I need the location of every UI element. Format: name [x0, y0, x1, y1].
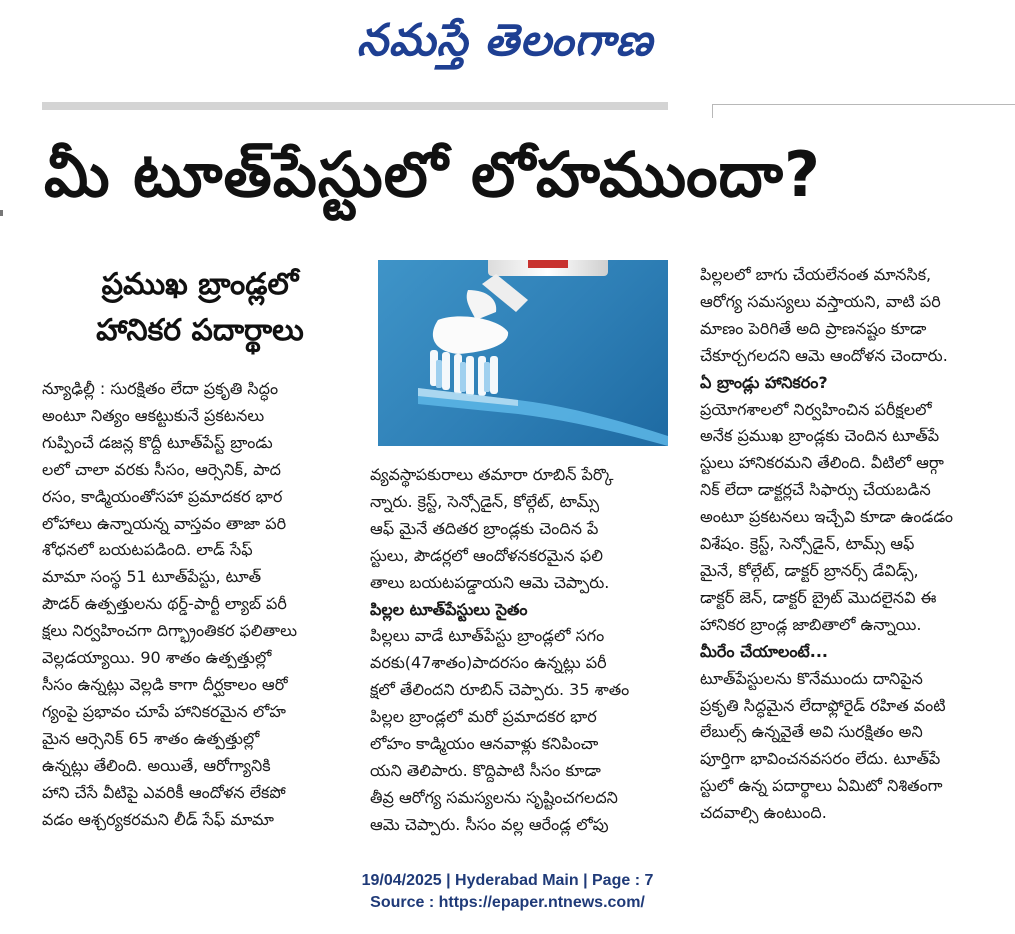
column-2-text-part-1: వ్యవస్థాపకురాలు తమారా రూబిన్ పేర్కొ న్నారు. క్రెస్ట్, సెన్సోడైన్, కోల్గేట్, టామ్స్ ఆఫ్ మైనే తదితర బ్రాండ్లకు చెందిన పే స్టులు, పౌడర్లలో ఆందోళనకరమైన ఫలి తాలు బయటపడ్డాయని ఆమె చెప్పారు. [370, 465, 614, 592]
article-headline: మీ టూత్‌పేస్టులో లోహముందా? [44, 138, 821, 211]
footer-date-edition: 19/04/2025 | Hyderabad Main | Page : 7 [361, 872, 654, 889]
column-3-text-part-2: ప్రయోగశాలలో నిర్వహించిన పరీక్షలలో అనేక ప్రముఖ బ్రాండ్లకు చెందిన టూత్‌పే స్టులు హానికరమని తేలింది. వీటిలో ఆర్గా నిక్ లేదా డాక్టర్లచే సిఫార్సు చేయబడిన అంటూ ప్రకటనలు ఇచ్చేవి కూడా ఉండడం విశేషం. క్రెస్ట్, సెన్సోడైన్, టామ్స్ ఆఫ్ మైనే, కోల్గేట్, డాక్టర్ బ్రానర్స్ డేవిడ్స్, డాక్టర్ జెన్, డాక్టర్ బ్రైట్ మొదలైనవి ఈ హానికర బ్రాండ్ల జాబితాలో ఉన్నాయి. [700, 399, 954, 634]
page-footer [0, 870, 1015, 914]
article-column-2 [370, 462, 700, 839]
column-3-heading-1: ఏ బ్రాండ్లు హానికరం? [700, 372, 828, 392]
column-2-heading: పిల్లల టూత్‌పేస్టులు సైతం [370, 599, 528, 619]
toothbrush-illustration [378, 260, 668, 446]
article-subheadline [40, 262, 360, 354]
toothbrush-photo [378, 260, 668, 446]
subheadline-text: ప్రముఖ బ్రాండ్లలో హానికర పదార్థాలు [96, 267, 304, 348]
header-rule-left [42, 102, 668, 110]
footer-source-link[interactable]: Source : https://epaper.ntnews.com/ [370, 894, 645, 911]
article-column-1 [42, 376, 367, 833]
column-3-text-part-1: పిల్లలలో బాగు చేయలేనంత మానసిక, ఆరోగ్య సమస్యలు వస్తాయని, వాటి పరి మాణం పెరిగితే అది ప్రాణనష్టం కూడా చేకూర్చగలదని ఆమె ఆందోళన చెందారు. [700, 265, 948, 365]
column-1-text: న్యూఢిల్లీ : సురక్షితం లేదా ప్రకృతి సిద్ధం అంటూ నిత్యం ఆకట్టుకునే ప్రకటనలు గుప్పించే డజన్ల కొద్దీ టూత్‌పేస్ట్ బ్రాండు లలో చాలా వరకు సీసం, ఆర్సెనిక్, పాద రసం, కాడ్మియంతోసహా ప్రమాదకర భార లోహాలు ఉన్నాయన్న వాస్తవం తాజా పరి శోధనలో బయటపడింది. లాడ్ సేఫ్ మామా సంస్థ 51 టూత్‌పేస్టు, టూత్ పౌడర్ ఉత్పత్తులను థర్డ్-పార్టీ ల్యాబ్ పరీ క్షలు నిర్వహించగా దిగ్భ్రాంతికర ఫలితాలు వెల్లడయ్యాయి. 90 శాతం ఉత్పత్తుల్లో సీసం ఉన్నట్లు వెల్లడి కాగా దీర్ఘకాలం ఆరో గ్యంపై ప్రభావం చూపే హానికరమైన లోహ మైన ఆర్సెనిక్ 65 శాతం ఉత్పత్తుల్లో ఉన్నట్లు తేలింది. అయితే, ఆరోగ్యానికి హాని చేసే వీటిపై ఎవరికీ ఆందోళన లేకపో వడం ఆశ్చర్యకరమని లీడ్ సేఫ్ మామా [42, 379, 298, 829]
column-3-text-part-3: టూత్‌పేస్టులను కొనేముందు దానిపైన ప్రకృతి సిద్ధమైన లేదాఫ్లోరైడ్ రహిత వంటి లేబుల్స్ ఉన్నవైతే అవి సురక్షితం అని పూర్తిగా భావించనవసరం లేదు. టూత్‌పే స్టులో ఉన్న పదార్థాలు ఏమిటో నిశితంగా చదవాల్సి ఉంటుంది. [700, 668, 946, 823]
article-column-3 [700, 262, 1010, 827]
masthead-logo [300, 6, 710, 76]
header-rule-right [712, 104, 1015, 118]
column-3-heading-2: మీరేం చేయాలంటే... [700, 641, 829, 661]
margin-mark [0, 210, 3, 216]
column-2-text-part-2: పిల్లలు వాడే టూత్‌పేస్టు బ్రాండ్లలో సగం వరకు(47శాతం)పాదరసం ఉన్నట్లు పరీ క్షలో తేలిందని రూబిన్ చెప్పారు. 35 శాతం పిల్లల బ్రాండ్లలో మరో ప్రమాదకర భార లోహం కాడ్మియం ఆనవాళ్లు కనిపించా యని తెలిపారు. కొద్దిపాటి సీసం కూడా తీవ్ర ఆరోగ్య సమస్యలను సృష్టించగలదని ఆమె చెప్పారు. సీసం వల్ల ఆరేండ్ల లోపు [370, 626, 630, 834]
masthead-title: నమస్తే తెలంగాణ [356, 15, 654, 66]
